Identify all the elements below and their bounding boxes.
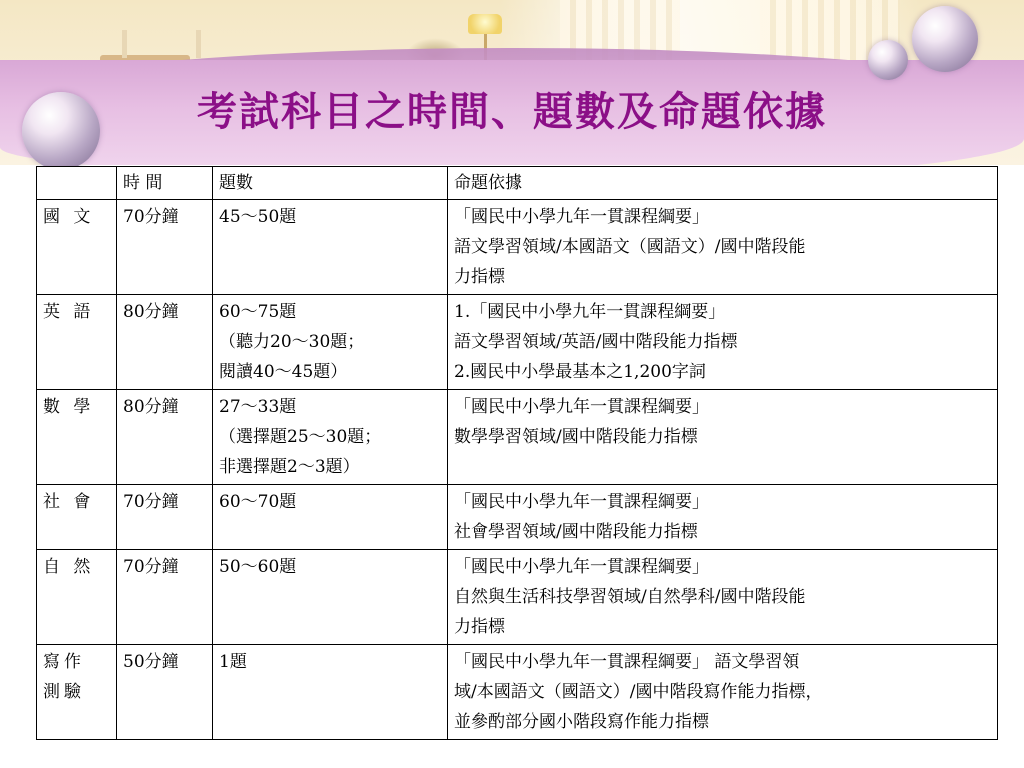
question-count-cell: [213, 390, 448, 485]
basis-cell: [448, 390, 998, 485]
subject-cell: [37, 550, 117, 645]
time-cell: 80分鐘: [117, 390, 213, 485]
subject-cell: [37, 295, 117, 390]
exam-schedule-table: [36, 166, 998, 740]
time-cell: 70分鐘: [117, 485, 213, 550]
lamp-shade: [468, 14, 502, 34]
basis-cell-line: 社會學習領域/國中階段能力指標: [454, 522, 698, 542]
subject-cell-line: 測驗: [43, 682, 85, 702]
basis-cell-line: 「國民中小學九年一貫課程綱要」 語文學習領: [454, 652, 800, 672]
subject-cell-line: 自 然: [43, 557, 95, 577]
subject-cell-line: 數 學: [43, 397, 95, 417]
question-count-cell-line: 1題: [219, 652, 247, 672]
time-cell: 50分鐘: [117, 645, 213, 740]
question-count-cell-line: 50～60題: [219, 557, 297, 577]
question-count-cell-line: （聽力20～30題；: [219, 332, 365, 352]
basis-cell: [448, 550, 998, 645]
basis-cell-line: 並參酌部分國小階段寫作能力指標: [454, 712, 709, 732]
basis-cell-line: 域/本國語文（國語文）/國中階段寫作能力指標，: [454, 682, 823, 702]
subject-cell-line: 英 語: [43, 302, 95, 322]
bubble-decoration-small: [868, 40, 908, 80]
question-count-cell-line: 45～50題: [219, 207, 297, 227]
basis-cell-line: 力指標: [454, 617, 505, 637]
basis-cell-line: 數學學習領域/國中階段能力指標: [454, 427, 698, 447]
table-row: [37, 295, 998, 390]
question-count-cell-line: 閱讀40～45題）: [219, 362, 348, 382]
subject-cell: [37, 645, 117, 740]
basis-cell-line: 力指標: [454, 267, 505, 287]
basis-cell-line: 「國民中小學九年一貫課程綱要」: [454, 557, 709, 577]
time-cell: 70分鐘: [117, 550, 213, 645]
header-count: 題數: [213, 167, 448, 200]
table-row: [37, 485, 998, 550]
basis-cell: [448, 645, 998, 740]
basis-cell-line: 語文學習領域/本國語文（國語文）/國中階段能: [454, 237, 806, 257]
question-count-cell: [213, 645, 448, 740]
question-count-cell-line: 27～33題: [219, 397, 297, 417]
question-count-cell-line: 60～75題: [219, 302, 297, 322]
subject-cell-line: 寫作: [43, 652, 85, 672]
basis-cell-line: 「國民中小學九年一貫課程綱要」: [454, 207, 709, 227]
basis-cell-line: 自然與生活科技學習領域/自然學科/國中階段能: [454, 587, 806, 607]
header-subject: [37, 167, 117, 200]
question-count-cell: [213, 550, 448, 645]
table-header-row: [37, 167, 998, 200]
basis-cell-line: 「國民中小學九年一貫課程綱要」: [454, 397, 709, 417]
candle-right: [196, 30, 201, 58]
question-count-cell: [213, 485, 448, 550]
question-count-cell-line: 非選擇題2～3題）: [219, 457, 360, 477]
candle-left: [122, 30, 127, 58]
basis-cell-line: 「國民中小學九年一貫課程綱要」: [454, 492, 709, 512]
subject-cell-line: 國 文: [43, 207, 95, 227]
basis-cell: [448, 295, 998, 390]
slide-title: 考試科目之時間、題數及命題依據: [197, 88, 827, 135]
subject-cell: [37, 485, 117, 550]
table-row: [37, 390, 998, 485]
time-cell: 70分鐘: [117, 200, 213, 295]
basis-cell-line: 語文學習領域/英語/國中階段能力指標: [454, 332, 738, 352]
bubble-decoration-top-right: [912, 6, 978, 72]
basis-cell-line: 2.國民中小學最基本之1,200字詞: [454, 362, 706, 382]
question-count-cell-line: （選擇題25～30題；: [219, 427, 382, 447]
table-row: [37, 550, 998, 645]
header-time: 時 間: [117, 167, 213, 200]
question-count-cell: [213, 295, 448, 390]
subject-cell: [37, 390, 117, 485]
basis-cell: [448, 200, 998, 295]
question-count-cell-line: 60～70題: [219, 492, 297, 512]
basis-cell: [448, 485, 998, 550]
header-basis: 命題依據: [448, 167, 998, 200]
basis-cell-line: 1.「國民中小學九年一貫課程綱要」: [454, 302, 726, 322]
subject-cell: [37, 200, 117, 295]
subject-cell-line: 社 會: [43, 492, 95, 512]
table-row: [37, 200, 998, 295]
table-row: [37, 645, 998, 740]
question-count-cell: [213, 200, 448, 295]
time-cell: 80分鐘: [117, 295, 213, 390]
